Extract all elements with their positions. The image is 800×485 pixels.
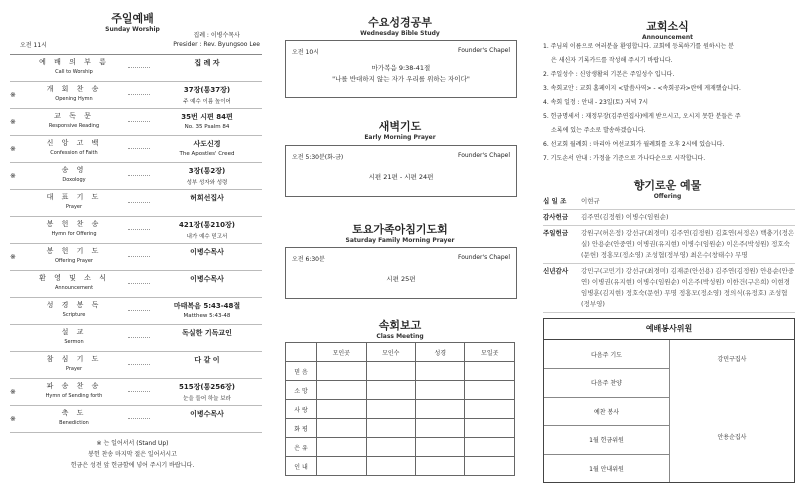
order-label-ko: 개 회 찬 송 <box>46 85 102 93</box>
order-value-sub: No. 35 Psalm 84 <box>184 124 230 130</box>
class-name: 은 유 <box>286 438 317 457</box>
table-cell <box>317 419 366 438</box>
table-cell <box>366 381 415 400</box>
order-label-en: Prayer <box>65 366 83 372</box>
prayer-meetings-column <box>270 0 530 485</box>
service-committee <box>543 318 795 483</box>
order-label <box>24 219 124 237</box>
announcement-item: 1. 주님의 이름으로 여러분을 환영합니다. 교회에 등록하기를 원하시는 분 <box>543 43 734 50</box>
dotted-leader <box>128 391 150 392</box>
table-header-row <box>286 343 515 362</box>
offering-subtitle: Offering <box>653 193 682 200</box>
table-header <box>286 343 317 362</box>
table-cell <box>366 362 415 381</box>
table-cell <box>317 381 366 400</box>
order-label-ko: 축 도 <box>61 409 87 417</box>
wednesday-theme: "나를 반대하지 않는 자가 우리를 위하는 자이다" <box>332 75 470 83</box>
dawn-passage: 시편 21편 - 시편 24편 <box>368 173 434 181</box>
order-label-en: Opening Hymn <box>55 96 93 102</box>
saturday-title: 토요가족아침기도회 <box>352 223 448 236</box>
order-label-ko: 대 표 기 도 <box>46 193 102 201</box>
wednesday-place: Founder's Chapel <box>458 47 510 54</box>
order-value-sub: 성부 성자와 성령 <box>186 180 228 186</box>
saturday-passage: 시편 25편 <box>386 275 416 283</box>
table-row <box>286 438 515 457</box>
dotted-leader <box>128 256 150 257</box>
dotted-leader <box>128 121 150 122</box>
order-value-main: 독실한 기독교인 <box>182 329 232 337</box>
order-value-main: 허희선집사 <box>190 194 224 202</box>
table-cell <box>416 438 465 457</box>
class-subtitle: Class Meeting <box>376 333 424 340</box>
footer-line: 헌금은 성전 앞 헌금함에 넣어 주시기 바랍니다. <box>70 462 195 469</box>
order-value-sub: 주 예수 이름 높이어 <box>183 99 231 105</box>
table-row <box>286 400 515 419</box>
order-label <box>24 327 124 345</box>
order-label-en: Offering Prayer <box>55 258 93 264</box>
order-label <box>24 84 124 102</box>
class-name: 인 내 <box>286 457 317 476</box>
announcement-item: 7. 기도손서 안내 : 가정을 기준으로 가나다순으로 시작합니다. <box>543 155 706 162</box>
wednesday-time: 오전 10시 <box>292 49 319 56</box>
offering-type: 십 일 조 <box>543 197 567 205</box>
table-row <box>286 457 515 476</box>
announcement-list <box>543 40 793 166</box>
table-cell <box>465 381 515 400</box>
table-cell <box>416 419 465 438</box>
order-label-en: Announcement <box>54 285 94 291</box>
class-name: 믿 음 <box>286 362 317 381</box>
order-value-main: 3장(통2장) <box>188 167 226 175</box>
order-value <box>152 328 262 340</box>
order-label-en: Benediction <box>59 420 89 426</box>
dawn-title: 새벽기도 <box>378 120 422 133</box>
dotted-leader <box>128 337 150 338</box>
sunday-subtitle: Sunday Worship <box>105 26 160 33</box>
committee-role: 1월 안내위원 <box>589 465 624 473</box>
wednesday-title: 수요성경공부 <box>368 16 432 29</box>
table-header: 모일곳 <box>465 343 515 362</box>
table-cell <box>366 419 415 438</box>
offering-row <box>543 210 795 226</box>
order-value <box>152 274 262 286</box>
order-value <box>152 85 262 105</box>
order-label-ko: 성 경 봉 독 <box>46 301 102 309</box>
news-title: 교회소식 <box>646 20 689 33</box>
table-cell <box>317 438 366 457</box>
order-row <box>10 190 262 217</box>
order-row <box>10 325 262 352</box>
order-row <box>10 82 262 109</box>
table-cell <box>465 362 515 381</box>
stand-up-mark: ※ <box>10 145 16 153</box>
announcement-item: 4. 속회 일정 : 안내 - 23일(토) 저녁 7시 <box>543 99 649 106</box>
class-meeting-table <box>285 342 515 476</box>
order-value-main: 이병수목사 <box>190 410 224 418</box>
order-value-sub: The Apostles' Creed <box>179 151 235 157</box>
wednesday-box <box>285 40 517 98</box>
saturday-place: Founder's Chapel <box>458 254 510 261</box>
order-label-en: Hymn for Offering <box>51 231 97 237</box>
order-value-main: 515장(통256장) <box>179 383 235 391</box>
dotted-leader <box>128 202 150 203</box>
announcement-item: 3. 속회교안 : 교회 홈페이지 <말씀사역> - <속회공과>란에 게재했습니다. <box>543 85 741 92</box>
committee-role: 다음주 기도 <box>591 352 622 359</box>
committee-row-line <box>544 397 669 398</box>
order-label-ko: 송 영 <box>61 166 87 174</box>
dawn-box <box>285 145 517 197</box>
order-value <box>152 301 262 319</box>
offering-type: 감사헌금 <box>543 213 569 221</box>
table-cell <box>366 457 415 476</box>
committee-row-line <box>544 454 669 455</box>
sunday-footer <box>0 438 265 471</box>
committee-right-top: 강민구집사 <box>717 356 747 363</box>
stand-up-mark: ※ <box>10 172 16 180</box>
table-cell <box>317 457 366 476</box>
order-value-main: 집 례 자 <box>194 59 220 67</box>
committee-role: 예찬 봉사 <box>593 408 620 416</box>
table-header: 성경 <box>416 343 465 362</box>
announcement-item: 5. 헌금명세서 : 재정부장(김주연집사)에게 받으시고, 오시지 못한 분들은 주 <box>543 113 741 120</box>
order-label-ko: 교 독 문 <box>54 112 94 120</box>
table-row <box>286 419 515 438</box>
table-cell <box>317 362 366 381</box>
order-row <box>10 298 262 325</box>
order-label <box>24 57 124 75</box>
dotted-leader <box>128 67 150 68</box>
order-value-main: 마태복음 5:43-48절 <box>173 302 241 310</box>
order-value-main: 사도신경 <box>193 140 221 148</box>
order-row <box>10 244 262 271</box>
order-label <box>24 111 124 129</box>
dotted-leader <box>128 94 150 95</box>
order-row <box>10 163 262 190</box>
announcement-item: 소록에 있는 주소로 발송하겠습니다. <box>551 127 646 134</box>
table-cell <box>317 400 366 419</box>
order-value <box>152 193 262 205</box>
table-row <box>286 381 515 400</box>
order-label-ko: 참 심 기 도 <box>46 355 102 363</box>
dotted-leader <box>128 283 150 284</box>
sunday-worship-column <box>0 0 265 485</box>
offering-names: 김주연(김정원) 이병수(임원순) <box>581 213 669 221</box>
announcement-item: 2. 주일성수 : 신앙생활의 기본은 주일성수 입니다. <box>543 71 675 78</box>
committee-role: 다음주 찬양 <box>591 380 622 388</box>
footer-line: 봉헌 찬송 마지막 절은 일어서시고 <box>88 451 177 458</box>
order-label <box>24 300 124 318</box>
dotted-leader <box>128 229 150 230</box>
news-subtitle: Announcement <box>642 34 693 41</box>
table-cell <box>465 438 515 457</box>
offering-row <box>543 194 795 210</box>
order-value-sub: 내가 예수 믿고서 <box>186 234 228 240</box>
dotted-leader <box>128 148 150 149</box>
offering-title: 향기로운 예물 <box>633 179 702 192</box>
wednesday-subtitle: Wednesday Bible Study <box>360 30 440 37</box>
order-row <box>10 379 262 406</box>
dawn-place: Founder's Chapel <box>458 152 510 159</box>
order-label-ko: 설 교 <box>61 328 87 336</box>
order-label-en: Responsive Reading <box>48 123 100 129</box>
order-row <box>10 136 262 163</box>
sunday-time: 오전 11시 <box>20 42 47 49</box>
order-value-sub: Matthew 5:43-48 <box>183 313 231 319</box>
order-label-en: Prayer <box>65 204 83 210</box>
order-row <box>10 55 262 82</box>
order-label-en: Doxology <box>62 177 86 183</box>
table-cell <box>416 362 465 381</box>
order-label <box>24 192 124 210</box>
table-header: 모인수 <box>366 343 415 362</box>
order-value <box>152 139 262 157</box>
order-label-ko: 신 앙 고 백 <box>46 139 102 147</box>
table-cell <box>465 400 515 419</box>
order-value-main: 이병수목사 <box>190 248 224 256</box>
offering-type: 주일헌금 <box>543 229 569 237</box>
saturday-time: 오전 6:30분 <box>292 256 325 263</box>
order-label-en: Hymn of Sending forth <box>45 393 103 399</box>
saturday-subtitle: Saturday Family Morning Prayer <box>345 237 455 244</box>
order-value-main: 이병수목사 <box>190 275 224 283</box>
order-label-ko: 파 송 찬 송 <box>46 382 102 390</box>
announcement-column <box>535 0 800 485</box>
order-value <box>152 112 262 130</box>
order-label <box>24 138 124 156</box>
offering-row <box>543 226 795 264</box>
offering-names: 강원구(허은정) 강선규(최경미) 김주연(김정원) 김효연(서정은) 백충기(정은실) 안용순(안중연) 이병권(유지현) 이병수(임원순) 이은주(박성원) 정호숙(문헌) 정홍모(정소영) 조성협(정부영) 최은수(창태수) 무명 <box>581 229 795 259</box>
offering-type: 신년감사 <box>543 267 569 275</box>
table-header: 모인곳 <box>317 343 366 362</box>
order-label <box>24 354 124 372</box>
table-cell <box>465 419 515 438</box>
order-row <box>10 217 262 244</box>
class-name: 사 랑 <box>286 400 317 419</box>
order-label <box>24 273 124 291</box>
table-cell <box>366 400 415 419</box>
order-value <box>152 247 262 259</box>
sunday-title: 주일예배 <box>111 12 154 25</box>
table-cell <box>416 457 465 476</box>
order-label-ko: 봉 헌 기 도 <box>46 247 102 255</box>
offering-table <box>543 194 795 313</box>
offering-row <box>543 264 795 313</box>
dotted-leader <box>128 175 150 176</box>
order-row <box>10 109 262 136</box>
order-label-en: Scripture <box>62 312 86 318</box>
dotted-leader <box>128 364 150 365</box>
order-label-ko: 환 영 및 소 식 <box>39 274 109 282</box>
saturday-box <box>285 247 517 299</box>
table-row <box>286 362 515 381</box>
dawn-time: 오전 5:30분(화-금) <box>292 154 344 161</box>
offering-names: 강민구(고민기) 강선규(최경미) 김재준(안선용) 김주연(김정원) 안용순(안중연) 이병권(유지현) 이병수(임원순) 이은주(박성원) 이한건(구은희) 이현경 임병훈(김지현) 정호숙(문헌) 무명 정홍모(정소영) 정의식(유정호) 조성협(정부영) <box>581 267 795 308</box>
order-label <box>24 165 124 183</box>
committee-rows <box>544 340 794 482</box>
dawn-subtitle: Early Morning Prayer <box>364 134 436 141</box>
class-title: 속회보고 <box>378 319 422 332</box>
committee-row-line <box>544 368 669 369</box>
stand-up-mark: ※ <box>10 415 16 423</box>
stand-up-mark: ※ <box>10 253 16 261</box>
order-value <box>152 166 262 186</box>
order-label <box>24 246 124 264</box>
order-of-worship <box>10 54 262 433</box>
order-label-ko: 예 배 의 부 름 <box>39 58 109 66</box>
stand-up-mark: ※ <box>10 91 16 99</box>
announcement-item: 은 새신자 기록카드를 작성해 주시기 바랍니다. <box>551 57 673 64</box>
class-name: 소 망 <box>286 381 317 400</box>
class-name: 화 평 <box>286 419 317 438</box>
presider-ko: 집례 : 이병수목사 <box>193 32 240 39</box>
table-cell <box>366 438 415 457</box>
table-cell <box>416 400 465 419</box>
order-label-en: Sermon <box>64 339 84 345</box>
committee-role: 1월 헌금위원 <box>589 437 624 445</box>
order-value <box>152 409 262 421</box>
order-label-en: Call to Worship <box>55 69 93 75</box>
wednesday-passage: 마가복음 9:38-41절 <box>371 64 431 72</box>
committee-row-line <box>544 425 669 426</box>
table-cell <box>416 381 465 400</box>
order-value-sub: 눈을 들어 하늘 보라 <box>183 396 231 402</box>
order-value-main: 다 같 이 <box>194 356 220 364</box>
stand-up-mark: ※ <box>10 118 16 126</box>
announcement-item: 6. 선교회 월례회 : 마리아 여선교회가 월례회를 오후 2시에 있습니다. <box>543 141 725 148</box>
committee-right-bottom: 안용순집사 <box>717 434 747 441</box>
dotted-leader <box>128 310 150 311</box>
offering-names: 이현규 <box>581 197 600 205</box>
order-row <box>10 271 262 298</box>
order-value-main: 37장(통37장) <box>183 86 231 94</box>
order-row <box>10 352 262 379</box>
order-value <box>152 382 262 402</box>
stand-up-mark: ※ <box>10 388 16 396</box>
order-label-en: Confession of Faith <box>50 150 98 156</box>
order-row <box>10 406 262 433</box>
order-value <box>152 220 262 240</box>
order-label-ko: 봉 헌 찬 송 <box>46 220 102 228</box>
dotted-leader <box>128 418 150 419</box>
committee-title: 예배봉사위원 <box>544 319 794 340</box>
table-cell <box>465 457 515 476</box>
order-value-main: 35번 시편 84편 <box>181 113 233 121</box>
order-value <box>152 355 262 367</box>
order-label <box>24 381 124 399</box>
order-value-main: 421장(통210장) <box>179 221 235 229</box>
order-label <box>24 408 124 426</box>
footer-line: ※ 는 일어서서 (Stand Up) <box>96 440 169 447</box>
order-value <box>152 58 262 70</box>
presider-en: Presider : Rev. Byungsoo Lee <box>173 41 260 48</box>
